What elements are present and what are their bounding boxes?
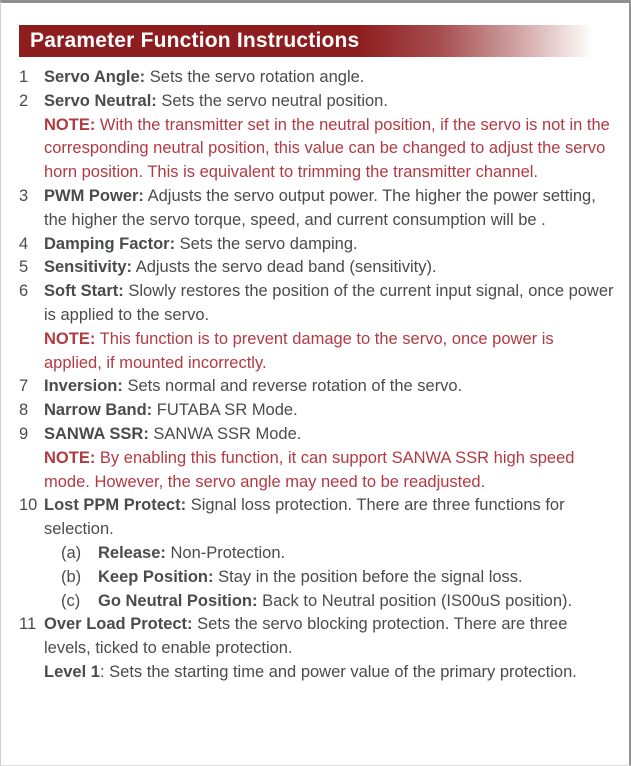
item-text: [44, 233, 615, 257]
note-paragraph: [44, 114, 615, 185]
item-number: 1: [19, 68, 29, 86]
item-desc: Sets normal and reverse rotation of the servo.: [122, 377, 463, 396]
list-item: [19, 423, 615, 494]
item-desc: Sets the servo rotation angle.: [145, 68, 365, 86]
sub-item: [44, 590, 615, 614]
note-label: NOTE:: [44, 448, 96, 467]
list-item: [19, 399, 615, 423]
sub-item-term: Go Neutral Position:: [98, 591, 258, 610]
item-term: Narrow Band:: [44, 401, 153, 420]
item-term: SANWA SSR:: [44, 424, 149, 443]
sub-item-text: [98, 566, 523, 590]
item-desc: Sets the servo blocking protection. There are three levels, ticked to enable protection.: [44, 615, 568, 658]
note-paragraph: [44, 328, 615, 376]
list-item: [19, 375, 615, 399]
item-term: Damping Factor:: [44, 234, 176, 253]
note-label: NOTE:: [44, 115, 96, 134]
item-number: 10: [19, 496, 38, 515]
item-term: Servo Angle:: [44, 68, 146, 86]
item-desc: FUTABA SR Mode.: [152, 401, 298, 420]
sub-item-term: Release:: [98, 543, 166, 562]
item-desc: Sets the servo damping.: [175, 234, 358, 253]
item-number: 3: [19, 186, 29, 205]
list-item: [19, 233, 615, 257]
item-number: 4: [19, 234, 29, 253]
item-desc: Adjusts the servo output power. The higher the power setting, the higher the servo torque, speed, and current consumption will be .: [44, 186, 596, 229]
sub-item: [44, 542, 615, 566]
sub-item-desc: Stay in the position before the signal loss.: [213, 567, 523, 586]
item-text: [44, 613, 615, 661]
item-term: Over Load Protect:: [44, 615, 193, 634]
item-term: Sensitivity:: [44, 258, 133, 277]
item-text: [44, 423, 615, 447]
item-text: [44, 185, 615, 233]
sub-item-letter: (a): [61, 543, 82, 562]
item-number: 5: [19, 258, 29, 277]
list-item: [19, 66, 615, 90]
item-text: [44, 375, 615, 399]
item-text: [44, 494, 615, 542]
item-term: Soft Start:: [44, 282, 124, 301]
header-banner: [19, 25, 605, 57]
instruction-list: [19, 66, 615, 685]
item-term: Lost PPM Protect:: [44, 496, 187, 515]
note-label: NOTE:: [44, 329, 96, 348]
list-item: [19, 280, 615, 375]
item-desc: Sets the servo neutral position.: [156, 91, 388, 110]
list-item: [19, 185, 615, 233]
sub-item-text: [98, 542, 285, 566]
item-text: [44, 280, 615, 328]
item-number: 7: [19, 377, 29, 396]
sub-item-desc: Non-Protection.: [165, 543, 286, 562]
item-term: Servo Neutral:: [44, 91, 157, 110]
sub-item: [44, 566, 615, 590]
level-paragraph: [44, 661, 615, 685]
sub-item-letter: (c): [61, 591, 81, 610]
note-text: This function is to prevent damage to the servo, once power is applied, if mounted incorrectly.: [44, 329, 554, 372]
item-term: Inversion:: [44, 377, 123, 396]
sub-item-letter: (b): [61, 567, 82, 586]
list-item: [19, 494, 615, 613]
item-desc: Signal loss protection. There are three functions for selection.: [44, 496, 565, 539]
page-title: Parameter Function Instructions: [30, 29, 360, 52]
item-text: [44, 66, 615, 90]
sub-item-text: [98, 590, 572, 614]
list-item: [19, 613, 615, 684]
item-number: 2: [19, 91, 29, 110]
note-paragraph: [44, 447, 615, 495]
item-term: PWM Power:: [44, 186, 144, 205]
item-text: [44, 256, 615, 280]
item-number: 11: [19, 615, 37, 634]
item-text: [44, 90, 615, 114]
item-desc: SANWA SSR Mode.: [148, 424, 302, 443]
sub-item-term: Keep Position:: [98, 567, 214, 586]
list-item: [19, 90, 615, 185]
sub-item-desc: Back to Neutral position (IS00uS position).: [257, 591, 573, 610]
item-number: 6: [19, 282, 29, 301]
item-desc: Slowly restores the position of the current input signal, once power is applied to the servo.: [44, 282, 614, 324]
item-desc: Adjusts the servo dead band (sensitivity).: [132, 258, 437, 277]
note-text: By enabling this function, it can support SANWA SSR high speed mode. However, the servo angle may need to be readjusted.: [44, 448, 575, 491]
item-number: 8: [19, 401, 29, 420]
item-text: [44, 399, 615, 423]
note-text: With the transmitter set in the neutral position, if the servo is not in the corresponding neutral position, this value can be changed to adjust the servo horn position. This is equivalent to trimming the transmitter channel.: [44, 115, 610, 182]
level-label: Level 1: [44, 662, 100, 681]
list-item: [19, 256, 615, 280]
item-number: 9: [19, 424, 29, 443]
level-text: : Sets the starting time and power value of the primary protection.: [99, 662, 577, 681]
